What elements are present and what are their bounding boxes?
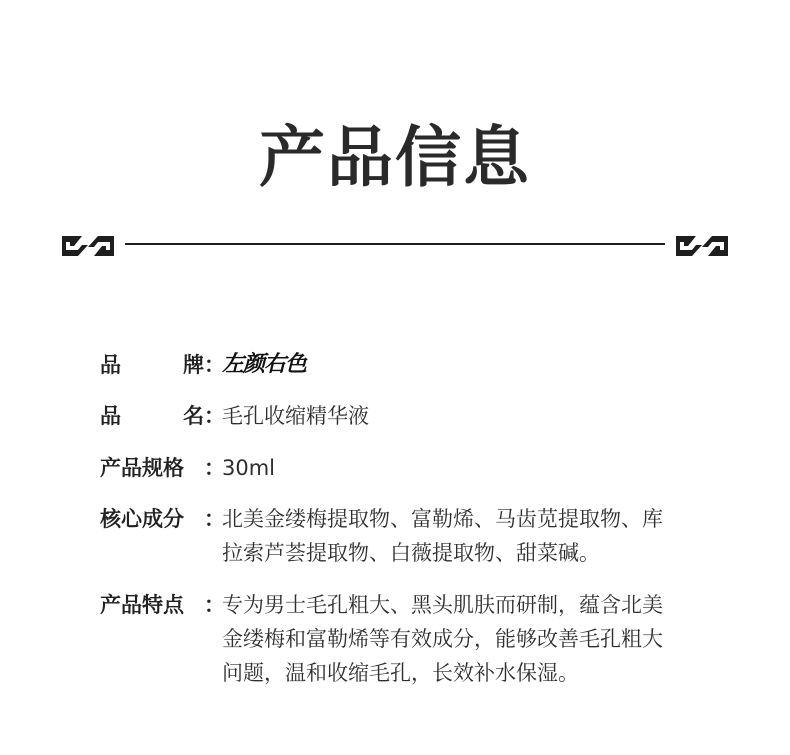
spec-colon: ： bbox=[204, 456, 225, 480]
spec-colon: ： bbox=[204, 593, 225, 617]
page-title: 产品信息 bbox=[259, 119, 531, 196]
features-line: 问题，温和收缩毛孔，长效补水保湿。 bbox=[222, 661, 579, 685]
spec-value-ingredients bbox=[222, 502, 722, 570]
features-line: 专为男士毛孔粗大、黑头肌肤而研制，蕴含北美 bbox=[222, 593, 663, 617]
features-line: 金缕梅和富勒烯等有效成分，能够改善毛孔粗大 bbox=[222, 627, 663, 651]
spec-label-brand: 品 牌 bbox=[100, 353, 204, 377]
spec-colon: ： bbox=[204, 507, 225, 531]
spec-label-name: 品 名 bbox=[100, 404, 204, 428]
spec-value-features bbox=[222, 588, 722, 690]
divider-line bbox=[125, 243, 665, 245]
ingredients-line: 拉索芦荟提取物、白薇提取物、甜菜碱。 bbox=[222, 541, 600, 565]
spec-value-size: 30ml bbox=[222, 456, 276, 480]
brand-mark-icon bbox=[60, 234, 116, 258]
spec-colon: ： bbox=[204, 404, 225, 428]
brand-logo: 左颜右色 bbox=[222, 352, 307, 377]
brand-mark-icon bbox=[674, 234, 730, 258]
spec-label-ingredients: 核心成分 bbox=[100, 507, 184, 531]
ingredients-line: 北美金缕梅提取物、富勒烯、马齿苋提取物、库 bbox=[222, 507, 663, 531]
spec-value-name: 毛孔收缩精华液 bbox=[222, 404, 369, 428]
spec-colon: ： bbox=[204, 353, 225, 377]
spec-label-features: 产品特点 bbox=[100, 593, 184, 617]
spec-label-size: 产品规格 bbox=[100, 456, 184, 480]
